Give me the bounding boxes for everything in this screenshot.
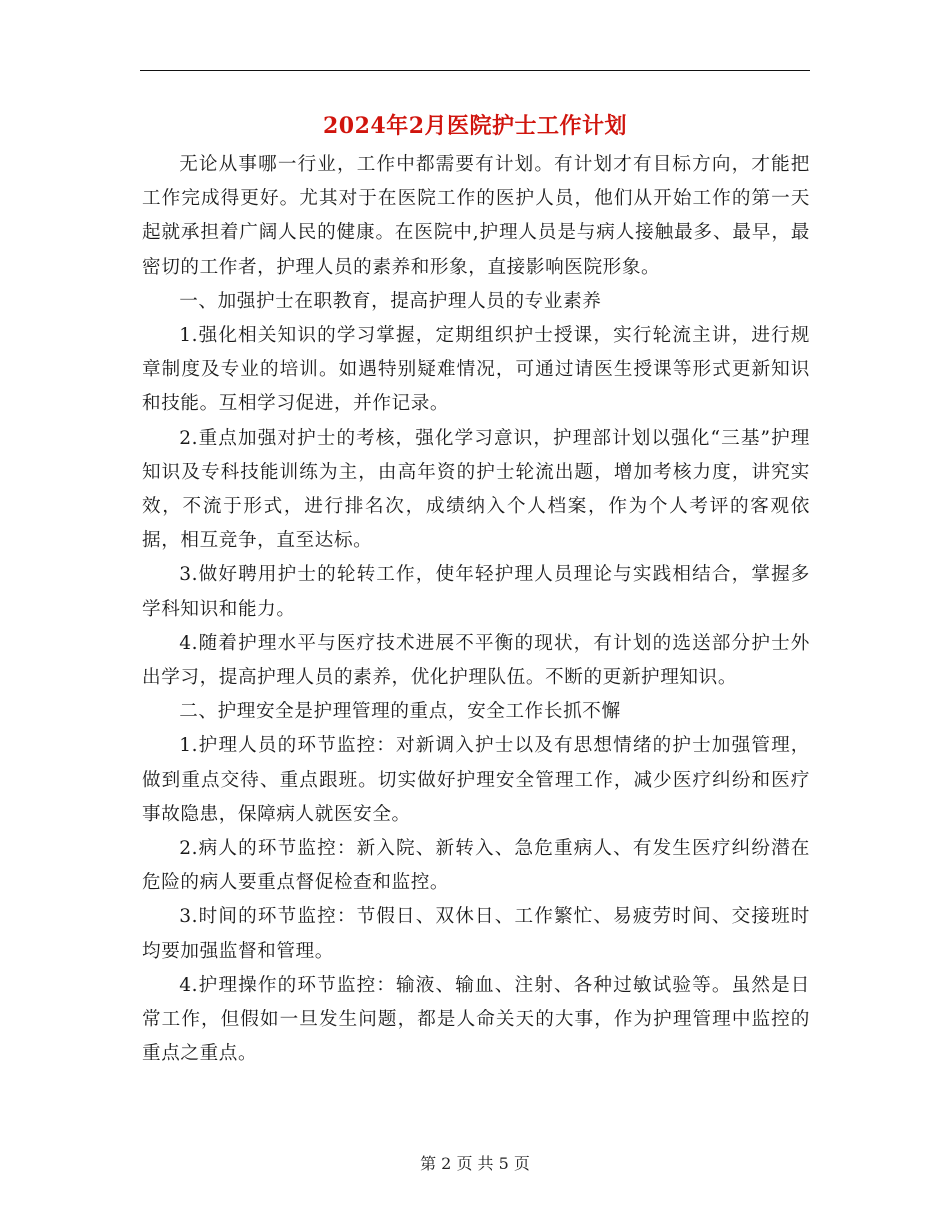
paragraph-1-3: 3.做好聘用护士的轮转工作，使年轻护理人员理论与实践相结合，掌握多学科知识和能力。 [142,564,810,620]
section-heading-2: 二、护理安全是护理管理的重点，安全工作长抓不懈 [179,701,621,723]
paragraph-1-4: 4.随着护理水平与医疗技术进展不平衡的现状，有计划的选送部分护士外出学习，提高护理人员的素养，优化护理队伍。不断的更新护理知识。 [142,632,810,689]
page-number-label: 第 2 页 共 5 页 [420,1154,530,1173]
document-body [142,148,810,1071]
header-rule [140,70,810,71]
page-footer [0,1152,950,1176]
paragraph-2-3: 3.时间的环节监控：节假日、双休日、工作繁忙、易疲劳时间、交接班时均要加强监督和管理。 [142,906,810,962]
section-heading-1: 一、加强护士在职教育，提高护理人员的专业素养 [179,290,602,312]
document-title: 2024年2月医院护士工作计划 [322,113,628,139]
paragraph-intro: 无论从事哪一行业，工作中都需要有计划。有计划才有目标方向，才能把工作完成得更好。尤其对于在医院工作的医护人员，他们从开始工作的第一天起就承担着广阔人民的健康。在医院中,护理人员是与病人接触最多、最早，最密切的工作者，护理人员的素养和形象，直接影响医院形象。 [142,154,810,278]
paragraph-2-4: 4.护理操作的环节监控：输液、输血、注射、各种过敏试验等。虽然是日常工作，但假如一旦发生问题，都是人命关天的大事，作为护理管理中监控的重点之重点。 [142,974,810,1065]
paragraph-2-2: 2.病人的环节监控：新入院、新转入、急危重病人、有发生医疗纠纷潜在危险的病人要重点督促检查和监控。 [142,838,810,894]
paragraph-2-1: 1.护理人员的环节监控：对新调入护士以及有思想情绪的护士加强管理，做到重点交待、重点跟班。切实做好护理安全管理工作，减少医疗纠纷和医疗事故隐患，保障病人就医安全。 [142,735,810,825]
paragraph-1-1: 1.强化相关知识的学习掌握，定期组织护士授课，实行轮流主讲，进行规章制度及专业的培训。如遇特别疑难情况，可通过请医生授课等形式更新知识和技能。互相学习促进，并作记录。 [142,325,810,415]
paragraph-1-2: 2.重点加强对护士的考核，强化学习意识，护理部计划以强化“三基”护理知识及专科技能训练为主，由高年资的护士轮流出题，增加考核力度，讲究实效，不流于形式，进行排名次，成绩纳入个人档案，作为个人考评的客观依据，相互竞争，直至达标。 [142,427,810,552]
